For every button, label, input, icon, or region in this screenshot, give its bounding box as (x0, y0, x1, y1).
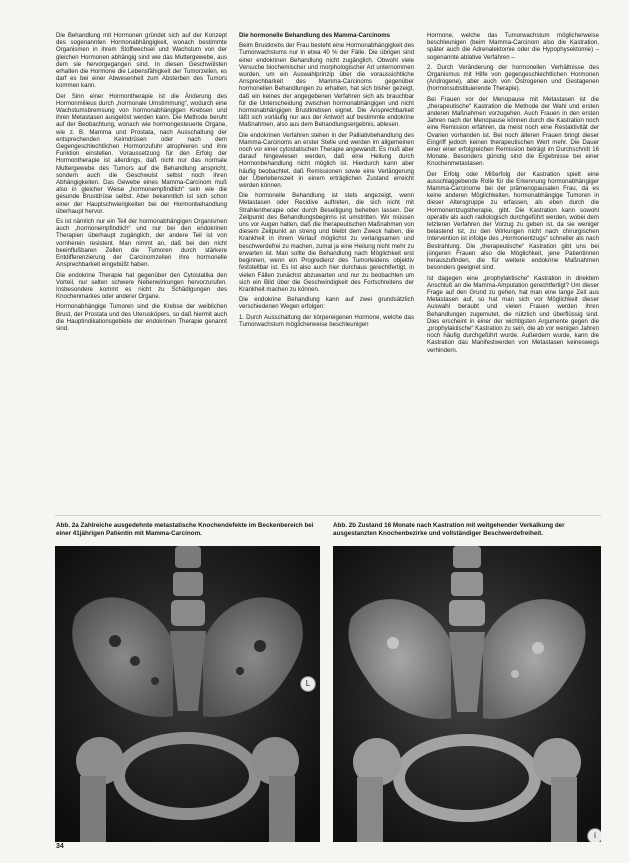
page-number: 34 (56, 843, 64, 850)
text-column-3 (427, 32, 599, 532)
paragraph: Bei Frauen vor der Menopause mit Metastasen ist die „therapeutische“ Kastration die Methode der Wahl und ersten anderen Maßnahmen vorzugehen. Auch Frauen in den ersten Jahren nach der Menopause können durch die Kastration noch eine Remission erfahren, da meist noch eine Restaktivität der Ovarien vorhanden ist. Bei noch älteren Frauen bringt dieser Eingriff jedoch keinen therapeutischen Wert mehr. Die Dauer einer einer erfolgreichen Remission beträgt im Durchschnitt 16 Monate. Besonders günstig sind die Ergebnisse bei einer Knochenmetastasen. (427, 95, 599, 168)
text-column-2 (239, 32, 414, 532)
paragraph: Hormonabhängige Tumoren sind die Krebse der weiblichen Brust, der Prostata und des Uterusköpers, so daß hiermit auch die Hauptindikationsgebiete der endokrinen Therapie genannt sind. (56, 303, 227, 332)
paragraph: Die endokrine Therapie hat gegenüber den Cytostatika den Vorteil, nur selten schwere Nebenwirkungen hervorzurufen. Insbesondere kommt es nicht zu Schädigungen des Knochenmarkes oder anderer Organe. (56, 271, 227, 301)
paragraph: Beim Brustkrebs der Frau besteht eine Hormonabhängigkeit des Tumorwachstums nur in etwa 40 % der Fälle. Die übrigen sind einer endokrinen Behandlung nicht zugänglich. Obwohl viele Versuche biochemischer und morphologischer Art unternommen wurden, um ein Auswahlprinzip über die voraussichtliche Ansprechbarkeit des Mamma-Carcinoms gegenüber hormonellen Behandlungen zu erhalten, hat sich bisher gezeigt, daß ein keines der angegebenen Verfahren sich als brauchbar für die Unterscheidung zwischen hormonabhängigen und nicht hormonabhängigen Brustkrebsen eignet. Die Ansprechbarkeit läßt sich vorläufig nur aus der Antwort auf bestimmte endokrine Maßnahmen, also aus dem Behandlungsergebnis, ablesen. (239, 42, 414, 129)
paragraph: Ist dagegen eine „prophylaktische“ Kastration in direktem Anschluß an die Mamma-Amputation gerechtfertigt? Um dieser Frage auf den Grund zu gehen, hat man eine lange Zeit aus Metastasen auf, so hat man sich vor Möglichkeit dieser Auswahl beraubt und vielen Frauen werden ihren Behandlungen zugemutet, die nützlich und überflüssig sind. Dies erscheint in einer der wichtigsten Argumente gegen die „prophylaktische“ Kastration zu sein, die ab vor wenigen Jahren noch häufig durchgeführt wurde. Außerdem wurde, kann die Kastration das Manifestwerden von Metastasen keineswegs verhindern. (427, 274, 599, 354)
paragraph: Die hormonelle Behandlung ist stets angezeigt, wenn Metastasen oder Recidive auftreten, die sich nicht mit Strahlentherapie oder durch Beseitigung beheben lassen. Der Zeitpunkt des Behandlungsbeginns ist umstritten. Wir müssen uns vor Augen halten, daß die therapeutischen Maßnahmen von diesem Zeitpunkt an streng und bleibt dem Zweck haben, die Krankheit in ihrem Verlauf möglichst zu verlangsamen und beschwerdefrei zu machen, zumal ja eine Heilung nicht mehr zu erwarten ist. Man sollte die Behandlung nach Möglichkeit erst beginnen, wenn ein Progredienz des Tumorleidens objektiv feststellbar ist. Es ist also auch hier durchaus gerechtfertigt, in vielen Fällen zunächst abzuwarten und nur zu beobachten um sich ein Bild über die Geschwindigkeit des Fortschreitens der Krankheit machen zu können. (239, 192, 414, 293)
xray-image-right (333, 546, 601, 842)
pelvis-xray-left (55, 546, 320, 842)
section-heading: Die hormonelle Behandlung des Mamma-Carcinoms (239, 32, 391, 39)
paragraph: Hormone, welche das Tumorwachstum möglicherweise beschleunigen (beim Mamma-Carcinom also die Kastration, später auch die Adrenalektomie oder die Hypophysektomie) – sogenannte ablative Verfahren – (427, 32, 599, 61)
paragraph: Die endokrine Behandlung kann auf zwei grundsätzlich verschiedenen Wegen erfolgen: (239, 296, 414, 311)
list-item: 2. Durch Veränderung der hormonellen Verhältnisse des Organismus mit Hilfe von gegengeschlechtlichen Hormonen (Androgene), aber auch von Östrogenen und Gestagenen (hormonsubstituierende Therapie). (427, 63, 599, 93)
paragraph: Die endokrinen Verfahren stehen in der Palliativbehandlung des Mamma-Carcinoms an erster Stelle und werden im allgemeinen noch vor einer cytostatischen Therapie angewandt. Es muß aber darauf hingewiesen werden, daß eine Heilung durch Hormonbehandlung nicht möglich ist. Hierdurch kann aber häufig beobachtet, daß Remissionen sowie eine Verlängerung der Überlebenszeit in einem erträglichen Zustand erreicht werden können. (239, 131, 414, 190)
text-column-1 (56, 32, 227, 532)
divider (55, 515, 601, 516)
paragraph: Es ist nämlich nur ein Teil der hormonabhängigen Organismen auch „hormonempfindlich“ und nur bei den endokrinen Therapien überhaupt zugänglich, der andere Teil ist von vornherein resistent. Man nimmt an, daß bei den nicht beeinflußbaren Zellen die Tumoren durch stärkere Entdifferenzierung der Carcinomzellen ihre hormonelle Ansprechbarkeit eingebüßt haben. (56, 218, 227, 269)
figure-caption-left: Abb. 2a Zahlreiche ausgedehnte metastatische Knochendefekte im Beckenbereich bei einer 41jährigen Patientin mit Mamma-Carcinom. (56, 522, 314, 537)
pelvis-xray-right (333, 546, 601, 842)
xray-image-left (55, 546, 320, 842)
side-marker: i (587, 828, 601, 842)
paragraph: Die Behandlung mit Hormonen gründet sich auf der Konzept des sogenannten Hormonabhängigkeit, wonach bestimmte Organismen in ihrem Stoffwechsel und Wachstum von der gleichen Hormonen abhängig sind wie das Muttergewebe, aus dem sie hervorgegangen sind. In diesen Geschwülsten erhalten die Hormone die Lebensfähigkeit der Tumorzellen, es darf es bei einer Abwesenheit zum Absterben des Tumors kommen kann. (56, 32, 227, 90)
paragraph: Der Sinn einer Hormontherapie ist die Änderung des Hormonmilieus durch „hormonale Umstimmung“, wodurch eine Wachstumsbremsung von hormonabhängigen Krebsen und ihren Metastasen ausgelöst werden kann. Die Methode beruht auf der Beobachtung, wonach wie hormongesteuerte Organe, wie z. B. Mamma und Prostata, nach Ausschaltung der entsprechenden Keimdrüsen oder nach dem Gegengeschlechtlichen Hormonzufuhr atrophieren und ihre Funktion einstellen. Voraussetzung für den Erfolg der Hormontherapie ist allerdings, daß nicht nur das normale Muttergewebe des Tumors auf die Behandlung anspricht, sondern auch die Geschwulst selbst noch ihren Abhängigkeiten. Das Gewebe eines Mamma-Carcinom muß also in gleicher Weise „hormonempfindlich“ sein wie die gesunde Brustdrüse selbst. Aber bekanntlich ist sich schon einer der Hauptschwierigkeiten bei der Hormonbehandlung überhaupt hervor. (56, 92, 227, 215)
paragraph: Der Erfolg oder Mißerfolg der Kastration spielt eine ausschlaggebende Rolle für die Erkennung hormonabhängiger Mamma-Carcinome bei der prämenopausalen Frau, da es keine anderen Möglichkeiten, hormonabhängige Tumoren in dieser Altersgruppe zu erfassen, als eben durch die Hormonentzugstherapie, gibt. Die Kastration kann sowohl operativ als auch radiologisch durchgeführt werden, wobei dem letzteren Verfahren der Vorzug zu geben ist, da sie weniger belastend ist, zu den Wirkungen nicht nach chirurgischen Intervention ist infolge des „Hormonentzugs“ schneller als nach Bestrahlung. Die „therapeutische“ Kastration gibt uns bei jüngeren Frauen also die Möglichkeit, jene Patientinnen herauszufinden, die für weitere endokrine Maßnahmen besonders geeignet sind. (427, 170, 599, 272)
list-item: 1. Durch Ausschaltung der körpereigenen Hormone, welche das Tumorwachstum möglicherweise beschleunigen (239, 313, 414, 328)
side-marker: L (300, 676, 316, 692)
figure-caption-right: Abb. 2b Zustand 16 Monate nach Kastration mit weitgehender Verkalkung der ausgestanzten Knochenbezirke und vollständiger Beschwerdefreiheit. (333, 522, 565, 537)
